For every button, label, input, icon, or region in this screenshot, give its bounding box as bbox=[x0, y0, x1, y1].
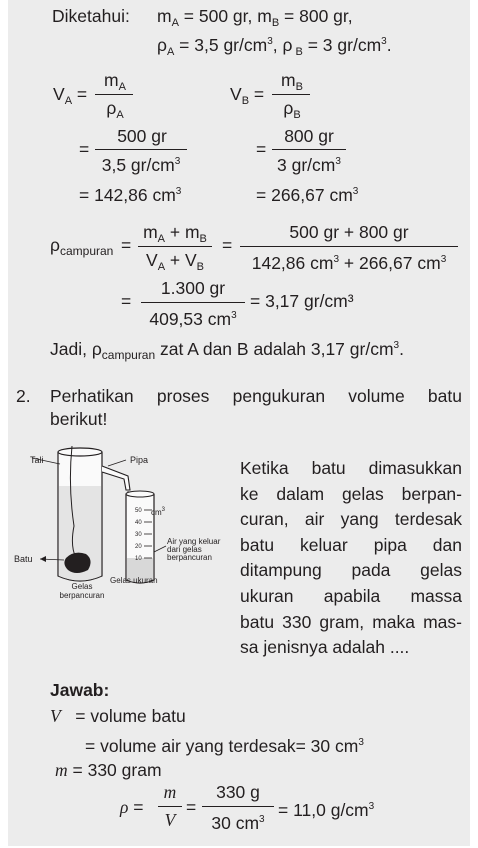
conclusion: Jadi, $\rho_{campuran}$ zat A dan B adalah 3,17 $gr/cm^3$. bbox=[50, 339, 404, 362]
mix-eq2: = bbox=[222, 235, 233, 255]
answer-v-def: V = volume batu bbox=[50, 706, 186, 726]
question-text bbox=[240, 456, 462, 661]
mix-bar1 bbox=[138, 246, 212, 247]
label-air: Air yang keluar dari gelas berpancuran bbox=[167, 537, 221, 562]
scale-10: 10 bbox=[135, 556, 142, 562]
label-gelas-ukuran: Gelas ukuran bbox=[110, 576, 158, 585]
label-unit: $cm^3$ bbox=[151, 507, 166, 517]
answer-heading: Jawab: bbox=[50, 680, 110, 700]
mix-num2: 500 gr + 800 gr bbox=[289, 222, 409, 242]
rho-num1: m bbox=[163, 782, 177, 802]
va-eq: = bbox=[79, 139, 90, 159]
mix-den3: 409,53 $cm^3$ bbox=[149, 309, 237, 329]
vb-bar bbox=[272, 94, 310, 95]
va-step-bar bbox=[95, 149, 187, 150]
mix-num3: 1.300 gr bbox=[160, 278, 226, 298]
va-lhs: $V_A$ = bbox=[53, 84, 88, 107]
rho-bar1 bbox=[158, 806, 182, 807]
label-gelas-berpancuran: Gelas berpancuran bbox=[59, 582, 105, 600]
vb-step-num: 800 gr bbox=[284, 126, 334, 146]
mix-num1: $m_A + m_B$ bbox=[143, 222, 207, 245]
question-text-line: ukuran apabila massa bbox=[240, 585, 462, 606]
mix-den2: 142,86 $cm^3 + 266,67$ $cm^3$ bbox=[251, 253, 447, 273]
mix-eq3: = bbox=[121, 291, 132, 311]
mix-result: = 3,17 gr/cm³ bbox=[250, 291, 354, 311]
mix-bar2 bbox=[240, 246, 458, 247]
va-step-den: 3,5 $gr/cm^3$ bbox=[101, 155, 181, 175]
question-number: 2. bbox=[16, 386, 31, 406]
question-line1: Perhatikan proses pengukuran volume batu bbox=[50, 386, 462, 406]
label-pipa: Pipa bbox=[130, 455, 149, 465]
vb-result: = 266,67 $cm^3$ bbox=[256, 185, 359, 205]
given-label: Diketahui: bbox=[52, 6, 130, 26]
question-text-line: batu keluar pipa dan bbox=[240, 534, 462, 555]
answer-v-def2: = volume air yang terdesak= 30 $cm^3$ bbox=[85, 736, 364, 756]
vb-eq: = bbox=[256, 139, 267, 159]
question-text-line: curan, air yang terdesak bbox=[240, 509, 462, 530]
rho-result: = 11,0 $g/cm^3$ bbox=[278, 800, 375, 820]
scale-20: 20 bbox=[135, 544, 142, 550]
rho-bar2 bbox=[202, 806, 274, 807]
rho-lhs: ρ = bbox=[120, 797, 144, 817]
mix-den1: $V_A + V_B$ bbox=[146, 250, 204, 273]
va-num: $m_A$ bbox=[104, 70, 126, 93]
scale-30: 30 bbox=[135, 532, 142, 538]
label-batu: Batu bbox=[14, 554, 33, 564]
label-tali: Tali bbox=[30, 455, 44, 465]
mix-bar3 bbox=[141, 302, 245, 303]
question-text-line: batu 330 gram, maka mas- bbox=[240, 611, 462, 632]
vb-step-bar bbox=[272, 149, 346, 150]
vb-step-den: 3 $gr/cm^3$ bbox=[277, 155, 341, 175]
mix-lhs: $\rho_{campuran}$ bbox=[50, 235, 114, 258]
given-masses: $m_A = 500$ gr, $m_B = 800$ gr, bbox=[157, 6, 353, 29]
rho-den2: 30 $cm^3$ bbox=[211, 813, 265, 833]
question-text-line: sa jenisnya adalah .... bbox=[240, 637, 410, 658]
question-text-line: ditampung pada gelas bbox=[240, 560, 462, 581]
answer-m-def: m = 330 gram bbox=[55, 760, 162, 780]
scale-50: 50 bbox=[135, 508, 142, 514]
question-text-line: ke dalam gelas berpan- bbox=[240, 483, 462, 504]
mix-eq1: = bbox=[121, 235, 132, 255]
experiment-figure bbox=[10, 446, 232, 606]
va-step-num: 500 gr bbox=[117, 126, 167, 146]
va-bar bbox=[95, 94, 133, 95]
given-densities: $\rho_A = 3,5$ $gr/cm^3$, ρ $_B$ = 3 $gr/cm^3$. bbox=[157, 35, 392, 58]
rho-eq: = bbox=[186, 797, 197, 817]
rho-num2: 330 g bbox=[216, 782, 260, 802]
question-line2: berikut! bbox=[50, 409, 108, 429]
scale-40: 40 bbox=[135, 520, 142, 526]
question-text-line: Ketika batu dimasukkan bbox=[240, 458, 462, 478]
vb-lhs: $V_B$ = bbox=[230, 84, 265, 107]
vb-num: $m_B$ bbox=[281, 70, 303, 93]
va-result: = 142,86 $cm^3$ bbox=[79, 185, 182, 205]
rho-den1: V bbox=[164, 810, 176, 830]
va-den: $\rho_A$ bbox=[106, 98, 124, 121]
vb-den: $\rho_B$ bbox=[283, 98, 301, 121]
